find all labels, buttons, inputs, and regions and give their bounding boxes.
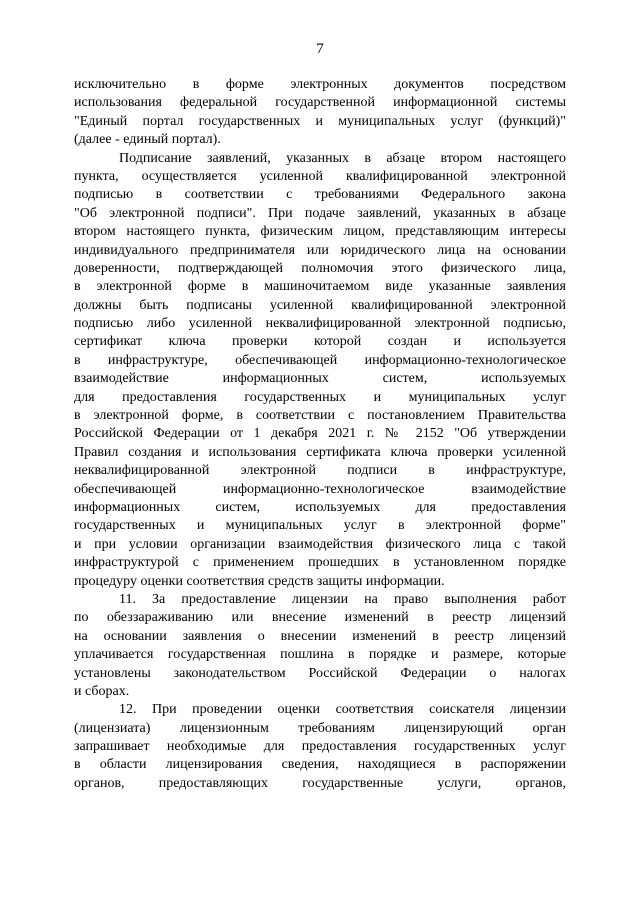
text-line: в области лицензирования сведения, находящиеся в распоряжении <box>74 757 566 773</box>
text-line: Правил создания и использования сертификата ключа проверки усиленной <box>74 444 566 460</box>
text-line: и при условии организации взаимодействия физического лица с такой <box>74 536 566 552</box>
page-number: 7 <box>316 41 324 57</box>
text-line: в инфраструктуре, обеспечивающей информационно-технологическое <box>74 352 566 368</box>
text-line: на основании заявления о внесении изменений в реестр лицензий <box>74 628 566 644</box>
text-line: обеспечивающей информационно-технологическое взаимодействие <box>74 481 566 497</box>
text-line: 12. При проведении оценки соответствия соискателя лицензии <box>119 702 566 718</box>
text-line: "Об электронной подписи". При подаче заявлений, указанных в абзаце <box>74 205 566 221</box>
text-line: государственных и муниципальных услуг в электронной форме" <box>74 518 566 534</box>
text-line: неквалифицированной электронной подписи в инфраструктуре, <box>74 463 566 479</box>
text-line: индивидуального предпринимателя или юридического лица на основании <box>74 242 566 258</box>
text-line: исключительно в форме электронных документов посредством <box>74 77 566 92</box>
text-line: инфраструктурой с применением прошедших в установленном порядке <box>74 555 566 571</box>
text-line: 11. За предоставление лицензии на право выполнения работ <box>119 591 566 607</box>
text-line: использования федеральной государственной информационной системы <box>74 95 566 111</box>
text-line: информационных систем, используемых для предоставления <box>74 499 566 515</box>
text-line: в электронной форме в машиночитаемом виде указанные заявления <box>74 279 566 295</box>
text-line: процедуру оценки соответствия средств защиты информации. <box>74 573 445 589</box>
text-line: втором настоящего пункта, физическим лицом, представляющим интересы <box>74 224 566 240</box>
text-line: запрашивает необходимые для предоставления государственных услуг <box>74 739 566 755</box>
text-line: (лицензиата) лицензионным требованиям лицензирующий орган <box>74 720 566 736</box>
text-line: должны быть подписаны усиленной квалифицированной электронной <box>74 297 566 313</box>
text-line: сертификат ключа проверки которой создан и используется <box>74 334 566 350</box>
text-line: пункта, осуществляется усиленной квалифицированной электронной <box>74 168 566 184</box>
text-line: Российской Федерации от 1 декабря 2021 г. № 2152 "Об утверждении <box>74 426 566 442</box>
text-line: (далее - единый портал). <box>74 132 221 148</box>
text-line: органов, предоставляющих государственные услуги, органов, <box>74 775 566 791</box>
text-line: подписью в соответствии с требованиями Федерального закона <box>74 187 566 203</box>
text-line: взаимодействие информационных систем, используемых <box>74 371 566 387</box>
text-line: "Единый портал государственных и муниципальных услуг (функций)" <box>74 113 566 129</box>
text-line: доверенности, подтверждающей полномочия этого физического лица, <box>74 260 566 276</box>
text-line: и сборах. <box>74 683 130 699</box>
text-line: установлены законодательством Российской Федерации о налогах <box>74 665 566 681</box>
text-line: уплачивается государственная пошлина в порядке и размере, которые <box>74 647 566 663</box>
text-line: Подписание заявлений, указанных в абзаце втором настоящего <box>119 150 566 166</box>
text-line: для предоставления государственных и муниципальных услуг <box>74 389 566 405</box>
text-line: подписью либо усиленной неквалифицированной электронной подписью, <box>74 316 566 332</box>
document-body <box>74 76 566 793</box>
text-line: в электронной форме, в соответствии с постановлением Правительства <box>74 408 566 424</box>
text-line: по обеззараживанию или внесение изменений в реестр лицензий <box>74 610 566 626</box>
